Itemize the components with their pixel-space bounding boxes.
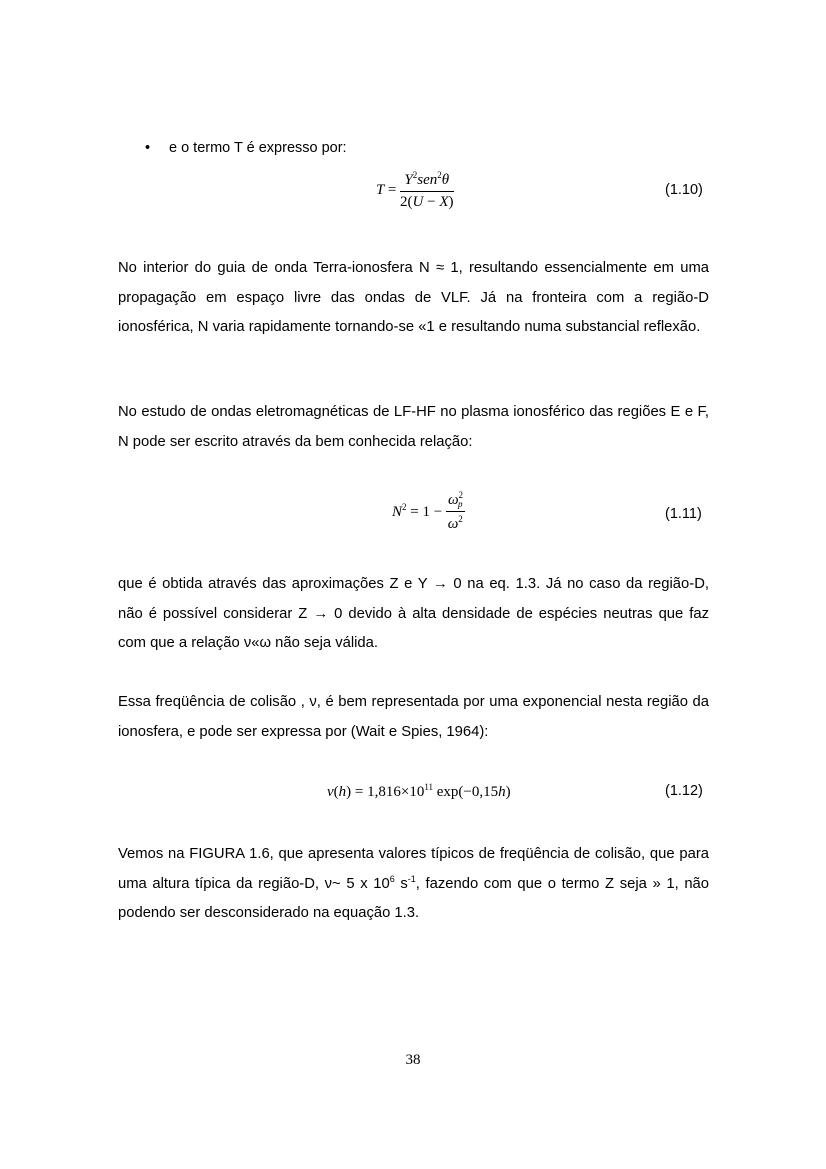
eq-1-12-number: (1.12)	[665, 783, 703, 799]
eq-1-10-numerator: $Y^2sen^2\theta$	[400, 170, 453, 192]
paragraph-2: No estudo de ondas eletromagnéticas de LF-HF no plasma ionosférico das regiões E e F, N pode ser escrito através da bem conhecida relação:	[118, 404, 709, 450]
eq-1-10-denominator: 2(U − X)	[400, 194, 454, 210]
eq-1-11-numerator: $\omega^2_p$	[446, 490, 465, 512]
equation-1-10	[376, 170, 454, 211]
paragraph-5-part2: s	[394, 875, 408, 892]
bullet-text: e o termo T é expresso por:	[169, 140, 347, 156]
paragraph-5-exp2: -1	[407, 873, 416, 884]
page-number: 38	[405, 1052, 421, 1068]
eq-1-11-lhs: $N^2 = 1$ −	[392, 502, 443, 520]
eq-1-11-number: (1.11)	[665, 506, 702, 522]
eq-1-10-number: (1.10)	[665, 182, 703, 198]
paragraph-4: Essa freqüência de colisão , ν, é bem representada por uma exponencial nesta região da ionosfera, e pode ser expressa por (Wait e Spies, 1964):	[118, 694, 709, 740]
equation-1-12: $\nu(h) = 1,816\times 10^{11}$ exp(−0,15h)	[327, 782, 511, 800]
eq-1-11-fraction	[446, 490, 465, 533]
paragraph-3: que é obtida através das aproximações Z e Y → 0 na eq. 1.3. Já no caso da região-D, não é possível considerar Z → 0 devido à alta densidade de espécies neutras que faz com que a relação ν«ω não seja válida.	[118, 576, 709, 651]
eq-1-11-denominator: $\omega^2$	[447, 514, 463, 532]
paragraph-5-part3: , fazendo com que o termo Z seja » 1, não podendo ser desconsiderado na equação 1.3.	[118, 875, 710, 921]
eq-1-10-lhs: T =	[376, 182, 397, 198]
eq-1-10-fraction	[400, 170, 453, 211]
bullet-item	[145, 140, 347, 156]
bullet-marker: •	[145, 140, 151, 156]
paragraph-5-exp1: 6	[389, 873, 395, 884]
paragraph-1: No interior do guia de onda Terra-ionosfera N ≈ 1, resultando essencialmente em uma propagação em espaço livre das ondas de VLF. Já na fronteira com a região-D ionosférica, N varia rapidamente tornando-se «1 e resultando numa substancial reflexão.	[118, 260, 709, 335]
equation-1-11	[392, 490, 465, 533]
paragraph-5	[118, 840, 709, 929]
paragraph-5-part1: Vemos na FIGURA 1.6, que apresenta valores típicos de freqüência de colisão, que para uma altura típica da região-D, ν~ 5 x 10	[118, 846, 709, 892]
